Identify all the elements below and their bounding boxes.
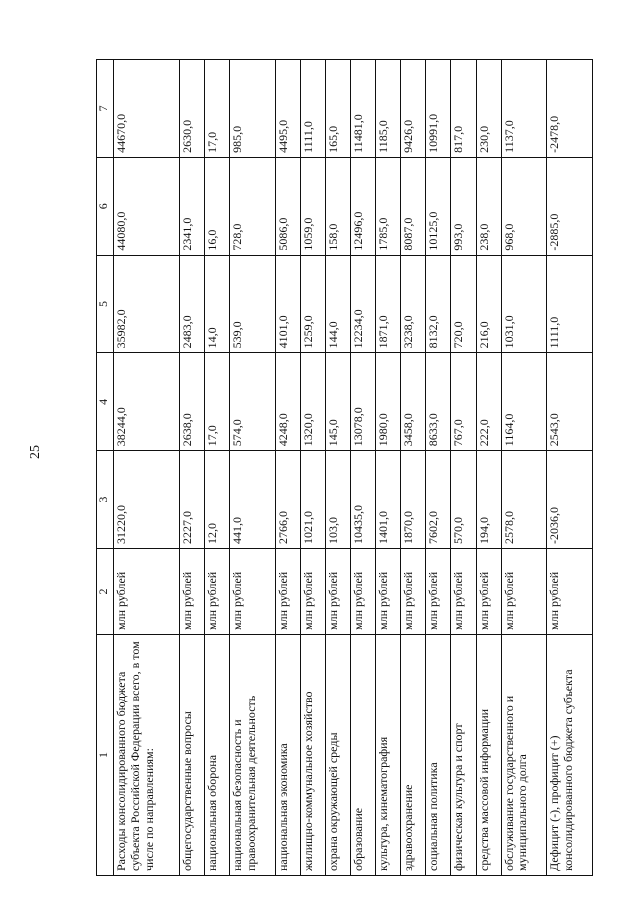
row-value: 1059,0 (301, 157, 326, 255)
row-value: 2341,0 (180, 157, 205, 255)
row-value: 1401,0 (376, 451, 401, 549)
row-value: 10125,0 (426, 157, 451, 255)
row-unit: млн рублей (180, 549, 205, 635)
row-unit: млн рублей (205, 549, 230, 635)
row-value: 13078,0 (351, 353, 376, 451)
table-row (351, 60, 376, 876)
row-value: 720,0 (451, 255, 476, 353)
table-row (401, 60, 426, 876)
row-value: 1871,0 (376, 255, 401, 353)
row-value: 968,0 (501, 157, 547, 255)
row-label: обслуживание государственного и муниципального долга (501, 635, 547, 876)
row-unit: млн рублей (301, 549, 326, 635)
row-value: 44080,0 (114, 157, 180, 255)
row-unit: млн рублей (451, 549, 476, 635)
row-value: 1259,0 (301, 255, 326, 353)
row-value: 1031,0 (501, 255, 547, 353)
row-value: 1021,0 (301, 451, 326, 549)
row-unit: млн рублей (114, 549, 180, 635)
row-value: 4248,0 (276, 353, 301, 451)
row-value: 8132,0 (426, 255, 451, 353)
column-header: 1 (97, 635, 114, 876)
row-label: охрана окружающей среды (326, 635, 351, 876)
table-row (376, 60, 401, 876)
table-row (476, 60, 501, 876)
row-value: 9426,0 (401, 60, 426, 158)
row-value: 1980,0 (376, 353, 401, 451)
row-unit: млн рублей (401, 549, 426, 635)
row-label: образование (351, 635, 376, 876)
row-value: 2638,0 (180, 353, 205, 451)
row-value: 2630,0 (180, 60, 205, 158)
table-row (180, 60, 205, 876)
column-header: 7 (97, 60, 114, 158)
row-value: 1111,0 (301, 60, 326, 158)
row-value: 10435,0 (351, 451, 376, 549)
row-value: 3238,0 (401, 255, 426, 353)
row-label: физическая культура и спорт (451, 635, 476, 876)
row-value: 728,0 (230, 157, 276, 255)
column-header: 2 (97, 549, 114, 635)
row-value: 216,0 (476, 255, 501, 353)
row-value: 3458,0 (401, 353, 426, 451)
row-value: 238,0 (476, 157, 501, 255)
row-value: 993,0 (451, 157, 476, 255)
row-value: -2885,0 (547, 157, 593, 255)
row-value: 16,0 (205, 157, 230, 255)
row-unit: млн рублей (230, 549, 276, 635)
row-value: 441,0 (230, 451, 276, 549)
row-value: 570,0 (451, 451, 476, 549)
row-value: 7602,0 (426, 451, 451, 549)
row-value: 1111,0 (547, 255, 593, 353)
row-value: 1185,0 (376, 60, 401, 158)
row-label: средства массовой информации (476, 635, 501, 876)
row-unit: млн рублей (476, 549, 501, 635)
row-value: 31220,0 (114, 451, 180, 549)
row-label: социальная политика (426, 635, 451, 876)
row-value: 11481,0 (351, 60, 376, 158)
row-value: 8633,0 (426, 353, 451, 451)
row-value: -2478,0 (547, 60, 593, 158)
row-value: 12234,0 (351, 255, 376, 353)
row-unit: млн рублей (326, 549, 351, 635)
row-value: 165,0 (326, 60, 351, 158)
row-value: 44670,0 (114, 60, 180, 158)
row-value: 14,0 (205, 255, 230, 353)
row-value: 539,0 (230, 255, 276, 353)
row-value: 1320,0 (301, 353, 326, 451)
row-value: 12,0 (205, 451, 230, 549)
row-label: здравоохранение (401, 635, 426, 876)
column-header: 6 (97, 157, 114, 255)
row-value: 222,0 (476, 353, 501, 451)
row-value: 145,0 (326, 353, 351, 451)
row-value: 103,0 (326, 451, 351, 549)
table-row (547, 60, 593, 876)
row-label: национальная безопасность и правоохранительная деятельность (230, 635, 276, 876)
row-value: 158,0 (326, 157, 351, 255)
row-label: культура, кинематография (376, 635, 401, 876)
row-label: национальная оборона (205, 635, 230, 876)
row-value: 38244,0 (114, 353, 180, 451)
row-value: 17,0 (205, 60, 230, 158)
row-unit: млн рублей (376, 549, 401, 635)
row-value: 230,0 (476, 60, 501, 158)
row-value: 1164,0 (501, 353, 547, 451)
header-row (97, 60, 114, 876)
row-label: жилищно-коммунальное хозяйство (301, 635, 326, 876)
row-value: 2578,0 (501, 451, 547, 549)
row-value: 5086,0 (276, 157, 301, 255)
row-label: общегосударственные вопросы (180, 635, 205, 876)
row-value: 1137,0 (501, 60, 547, 158)
table-container (96, 60, 593, 876)
row-value: 574,0 (230, 353, 276, 451)
table-row (451, 60, 476, 876)
table-row (205, 60, 230, 876)
table-row (276, 60, 301, 876)
row-value: 144,0 (326, 255, 351, 353)
table-row (326, 60, 351, 876)
column-header: 5 (97, 255, 114, 353)
table-row (501, 60, 547, 876)
row-value: 10991,0 (426, 60, 451, 158)
row-value: 194,0 (476, 451, 501, 549)
row-label: Дефицит (-), профицит (+) консолидированного бюджета субъекта (547, 635, 593, 876)
row-value: 2766,0 (276, 451, 301, 549)
row-value: 2483,0 (180, 255, 205, 353)
row-value: 8087,0 (401, 157, 426, 255)
table-row (426, 60, 451, 876)
column-header: 4 (97, 353, 114, 451)
row-unit: млн рублей (276, 549, 301, 635)
column-header: 3 (97, 451, 114, 549)
row-value: 2227,0 (180, 451, 205, 549)
row-value: 12496,0 (351, 157, 376, 255)
row-value: 17,0 (205, 353, 230, 451)
row-value: 817,0 (451, 60, 476, 158)
row-label: национальная экономика (276, 635, 301, 876)
table-row (230, 60, 276, 876)
budget-table (96, 59, 593, 876)
row-value: 35982,0 (114, 255, 180, 353)
row-value: 4495,0 (276, 60, 301, 158)
page-number: 25 (28, 445, 43, 459)
row-value: -2036,0 (547, 451, 593, 549)
row-value: 1870,0 (401, 451, 426, 549)
row-value: 1785,0 (376, 157, 401, 255)
row-label: Расходы консолидированного бюджета субъекта Российской Федерации всего, в том числе по направлениям: (114, 635, 180, 876)
row-unit: млн рублей (426, 549, 451, 635)
table-row (114, 60, 180, 876)
row-unit: млн рублей (351, 549, 376, 635)
row-unit: млн рублей (501, 549, 547, 635)
row-value: 2543,0 (547, 353, 593, 451)
row-value: 985,0 (230, 60, 276, 158)
row-unit: млн рублей (547, 549, 593, 635)
table-row (301, 60, 326, 876)
row-value: 4101,0 (276, 255, 301, 353)
row-value: 767,0 (451, 353, 476, 451)
